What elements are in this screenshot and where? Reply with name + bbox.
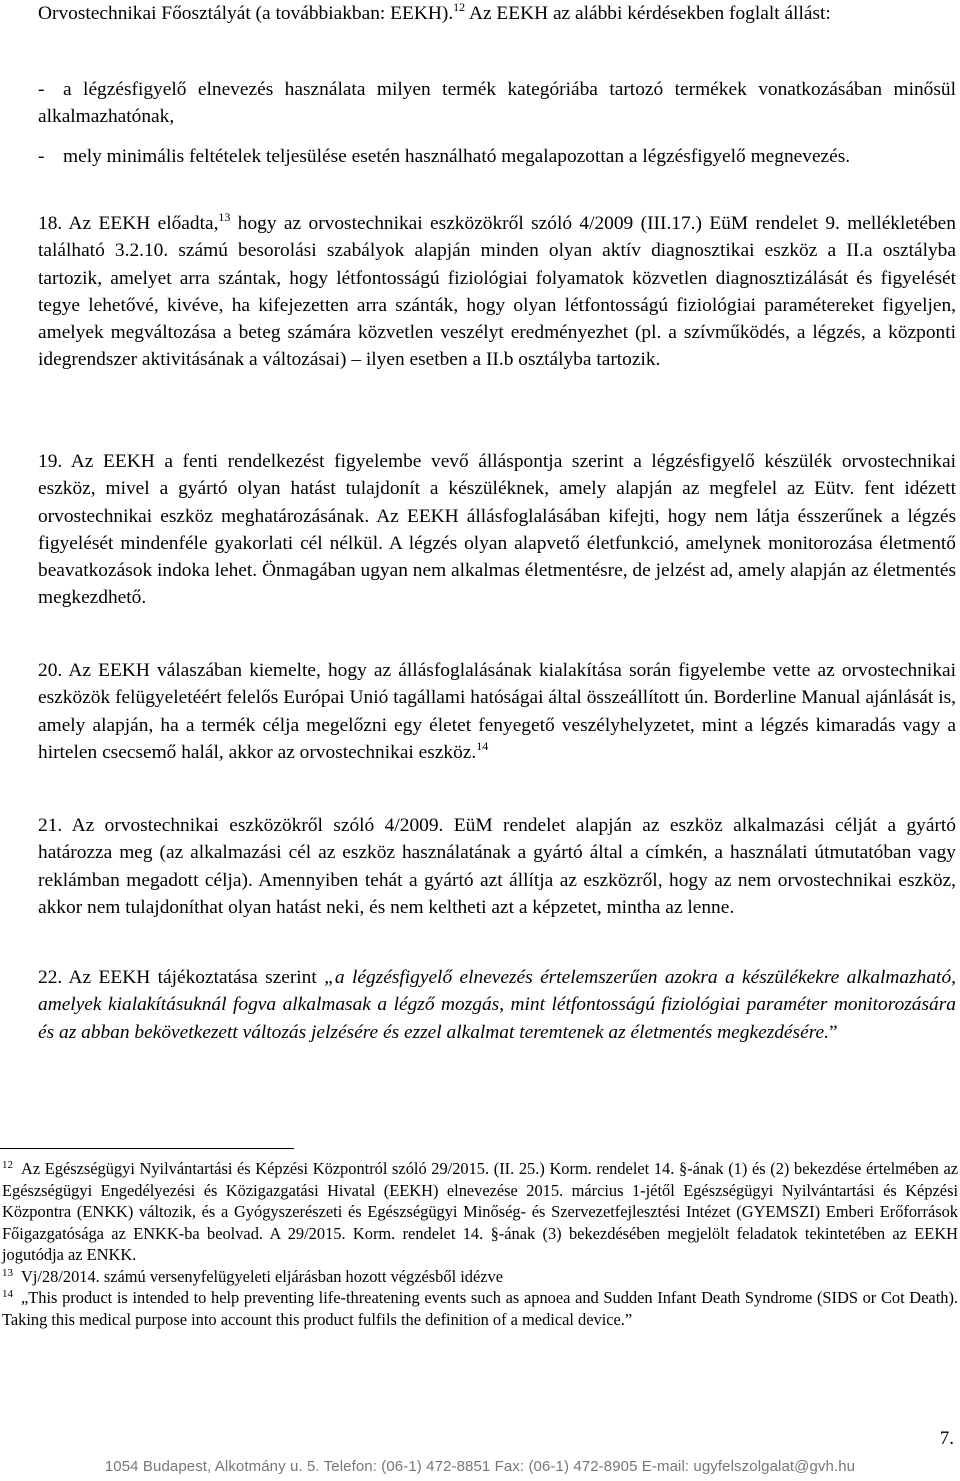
paragraph-text: Az EEKH a fenti rendelkezést figyelembe vevő álláspontja szerint a légzésfigyelő készülék orvostechnikai eszköz, mivel a gyártó olyan hatást tulajdonít a készüléknek, amely alapján az megfelel az Eütv. fent idézett orvostechnikai eszköz meghatározásának. Az EEKH állásfoglalásában kifejti, hogy nem látja ésszerűnek a légzés figyelését mindenféle gyakorlati cél nélkül. A légzés olyan alapvető életfunkció, amelynek monitorozása életmentő beavatkozások indoka lehet. Önmagában ugyan nem alkalmas életmentésre, de jelzést ad, amely alapján az életmentés megkezdhető. xyxy=(38,451,957,609)
paragraph-22 xyxy=(38,964,956,1046)
bullet-item xyxy=(38,143,956,170)
paragraph-number: 21. xyxy=(38,815,63,836)
footnote-text: Vj/28/2014. számú versenyfelügyeleti eljárásban hozott végzésből idézve xyxy=(21,1266,503,1286)
footnote-12 xyxy=(2,1158,958,1266)
bullet-item xyxy=(38,76,956,131)
paragraph-21 xyxy=(38,812,956,921)
paragraph-19 xyxy=(38,448,956,612)
footnote-number: 12 xyxy=(2,1159,13,1171)
footnote-text: „This product is intended to help preventing life-threatening events such as apnoea and Sudden Infant Death Syndrome (SIDS or Cot Death). Taking this medical purpose into account this product fulfils the definition of a medical device.” xyxy=(2,1288,958,1329)
footnote-ref-14[interactable]: 14 xyxy=(476,738,489,753)
footnote-ref-12[interactable]: 12 xyxy=(453,0,466,14)
footnote-number: 13 xyxy=(2,1266,13,1279)
paragraph-number: 18. xyxy=(38,213,63,234)
footnote-text: Az Egészségügyi Nyilvántartási és Képzési Központról szóló 29/2015. (II. 25.) Korm. rendelet 14. §-ának (1) és (2) bekezdése értelmében az Egészségügyi Engedélyezési és Közigazgatási Hivatal (EEKH) elnevezése 2015. március 1-jétől Egészségügyi Nyilvántartási és Képzési Központra (ENKK) változik, és a Gyógyszerészeti és Egészségügyi Minőség- és Szervezetfejlesztési Intézet (GYEMSZI) Emberi Erőforrások Főigazgatósága az ENKK-ba beolvad. A 29/2015. Korm. rendelet 14. §-ának (3) bekezdésében megjelölt feladatok tekintetében az EEKH jogutódja az ENKK. xyxy=(2,1159,958,1264)
intro-text-cont: Az EEKH az alábbi kérdésekben foglalt állást: xyxy=(465,3,831,24)
intro-paragraph xyxy=(38,0,956,27)
footnote-ref-13[interactable]: 13 xyxy=(218,210,231,224)
quote-close: ” xyxy=(828,1021,838,1043)
footnote-14 xyxy=(2,1287,958,1330)
paragraph-text: Az EEKH válaszában kiemelte, hogy az állásfoglalásának kialakítása során figyelembe vette az orvostechnikai eszközök felügyeletéért felelős Európai Unió tagállami hatóságai által összeállított ún. Borderline Manual ajánlását is, amely alapján, ha a termék célja megelőzni egy életet fenyegető veszélyhelyzetet, mint a légzés kimaradás vagy a hirtelen csecsemő halál, akkor az orvostechnikai eszköz. xyxy=(38,660,957,763)
paragraph-text: Az EEKH előadta, xyxy=(68,213,219,234)
paragraph-number: 20. xyxy=(38,660,63,681)
quoted-text: „a légzésfigyelő elnevezés értelemszerűen azokra a készülékekre alkalmazható, amelyek kialakításuknál fogva alkalmasak a légző mozgás, mint létfontosságú fiziológiai paraméter monitorozására és az abban bekövetkezett változás jelzésére és ezzel alkalmat teremtenek az életmentés megkezdésére. xyxy=(38,967,956,1043)
paragraph-number: 19. xyxy=(38,451,63,472)
intro-text: Orvostechnikai Főosztályát (a továbbiakban: EEKH). xyxy=(38,3,454,24)
bullet-dash: - xyxy=(38,146,45,167)
paragraph-text: Az orvostechnikai eszközökről szóló 4/2009. EüM rendelet alapján az eszköz alkalmazási célját a gyártó határozza meg (az alkalmazási cél az eszköz használatának a gyártó által a címkén, a használati útmutatóban vagy reklámban megadott célja). Amennyiben tehát a gyártó azt állítja az eszközről, hogy az nem orvostechnikai eszköz, akkor nem tulajdoníthat olyan hatást neki, és nem keltheti azt a képzetet, mintha az lenne. xyxy=(38,815,957,918)
paragraph-20 xyxy=(38,657,956,766)
footnote-13 xyxy=(2,1266,958,1288)
footnote-separator xyxy=(0,1148,294,1149)
bullet-dash: - xyxy=(38,79,45,100)
footnotes xyxy=(2,1158,958,1330)
page-number: 7. xyxy=(939,1428,954,1449)
footnote-number: 14 xyxy=(2,1288,13,1300)
paragraph-text: Az EEKH tájékoztatása szerint xyxy=(68,967,325,988)
bullet-text: a légzésfigyelő elnevezés használata milyen termék kategóriába tartozó termékek vonatkozásában minősül alkalmazhatónak, xyxy=(38,79,956,128)
paragraph-text-cont: hogy az orvostechnikai eszközökről szóló 4/2009 (III.17.) EüM rendelet 9. mellékletében található 3.2.10. számú besorolási szabályok alapján minden olyan aktív diagnosztikai eszköz a II.a osztályba tartozik, amelyet arra szántak, hogy létfontosságú fiziológiai folyamatok közvetlen diagnosztizálását és figyelését tegye lehetővé, kivéve, ha kifejezetten arra szánták, hogy olyan létfontosságú fiziológiai paramétereket figyeljen, amelyek megváltozása a beteg számára közvetlen veszélyt eredményezhet (pl. a szívműködés, a légzés, a központi idegrendszer aktivitásának a változásai) – ilyen esetben a II.b osztályba tartozik. xyxy=(38,213,956,371)
bullet-text: mely minimális feltételek teljesülése esetén használható megalapozottan a légzésfigyelő megnevezés. xyxy=(63,146,851,167)
paragraph-18 xyxy=(38,210,956,374)
page-footer: 1054 Budapest, Alkotmány u. 5. Telefon: (06-1) 472-8851 Fax: (06-1) 472-8905 E-mail: ugyfelszolgalat@gvh.hu xyxy=(104,1458,856,1475)
paragraph-number: 22. xyxy=(38,967,63,988)
